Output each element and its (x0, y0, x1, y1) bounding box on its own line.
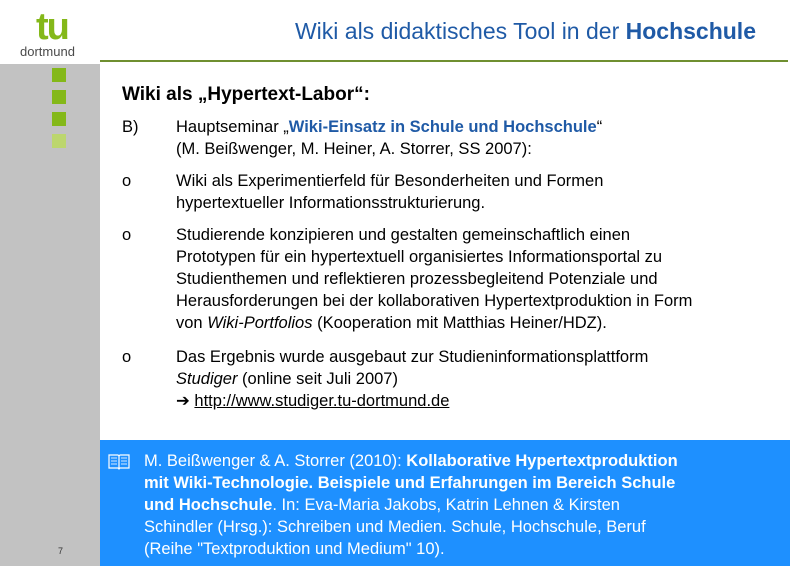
logo-mark: tu (36, 6, 68, 48)
bullet-1-line: hypertextueller Informationsstrukturierung. (176, 194, 486, 212)
title-bold: Hochschule (625, 18, 756, 44)
seminar-title: Wiki-Einsatz in Schule und Hochschule (288, 118, 597, 136)
header (0, 0, 800, 64)
reference-box (100, 440, 790, 566)
item-b-line1 (176, 116, 602, 138)
tu-dortmund-logo (16, 8, 96, 60)
content-heading: Wiki als „Hypertext-Labor“: (122, 84, 370, 105)
bullet-2-last-line (176, 312, 692, 334)
wiki-portfolios-term: Wiki-Portfolios (207, 314, 313, 332)
ref-title-part: Kollaborative Hypertextproduktion (406, 452, 678, 470)
ref-title-part: mit Wiki-Technologie. Beispiele und Erfahrungen im Bereich Schule (144, 474, 676, 492)
bullet-3-line2 (176, 368, 648, 390)
bullet-3-suffix: (online seit Juli 2007) (237, 370, 398, 388)
item-b-marker: B) (122, 118, 139, 136)
bullet-2-text (176, 224, 692, 334)
book-icon (108, 452, 130, 470)
bullet-3-marker: o (122, 348, 132, 366)
sidebar-square-2 (52, 90, 66, 104)
reference-text (144, 450, 678, 560)
slide-title (295, 18, 756, 45)
bullet-2-suffix: (Kooperation mit Matthias Heiner/HDZ). (312, 314, 607, 332)
bullet-1-line: Wiki als Experimentierfeld für Besonderheiten und Formen (176, 172, 604, 190)
bullet-3-text (176, 346, 648, 412)
ref-line-1 (144, 450, 678, 472)
studiger-term: Studiger (176, 370, 238, 388)
bullet-2-line: Studienthemen und reflektieren prozessbegleitend Potenziale und (176, 270, 658, 288)
ref-title-part: und Hochschule (144, 496, 273, 514)
ref-line-3 (144, 494, 678, 516)
ref-line-2 (144, 472, 678, 494)
header-divider (100, 60, 788, 62)
ref-line-5: (Reihe "Textproduktion und Medium" 10). (144, 540, 445, 558)
item-b-suffix: “ (596, 118, 603, 136)
logo-text: dortmund (20, 44, 75, 59)
bullet-1-text (176, 170, 603, 214)
bullet-2-line: Herausforderungen bei der kollaborativen Hypertextproduktion in Form (176, 292, 693, 310)
item-b-prefix: Hauptseminar „ (176, 118, 289, 136)
bullet-2-marker: o (122, 226, 132, 244)
bullet-2-line: Prototypen für ein hypertextuell organisiertes Informationsportal zu (176, 248, 663, 266)
content-area (100, 64, 790, 444)
ref-authors: M. Beißwenger & A. Storrer (2010): (144, 452, 407, 470)
bullet-1-marker: o (122, 172, 132, 190)
title-normal: Wiki als didaktisches Tool in der (294, 18, 626, 44)
sidebar-square-3 (52, 112, 66, 126)
sidebar-square-1 (52, 68, 66, 82)
sidebar (0, 64, 100, 566)
studiger-link[interactable]: http://www.studiger.tu-dortmund.de (194, 392, 450, 410)
page-number: 7 (58, 546, 64, 556)
ref-editors: . In: Eva-Maria Jakobs, Katrin Lehnen & Kirsten (272, 496, 620, 514)
ref-line-4: Schindler (Hrsg.): Schreiben und Medien. Schule, Hochschule, Beruf (144, 518, 646, 536)
item-b-line2: (M. Beißwenger, M. Heiner, A. Storrer, SS 2007): (176, 140, 532, 158)
bullet-2-line: Studierende konzipieren und gestalten gemeinschaftlich einen (176, 226, 631, 244)
item-b-text (176, 116, 602, 160)
sidebar-square-4 (52, 134, 66, 148)
bullet-2-prefix: von (176, 314, 208, 332)
bullet-3-link-line (176, 390, 648, 412)
bullet-3-line: Das Ergebnis wurde ausgebaut zur Studieninformationsplattform (176, 348, 649, 366)
arrow-right-icon: ➔ (176, 392, 190, 410)
